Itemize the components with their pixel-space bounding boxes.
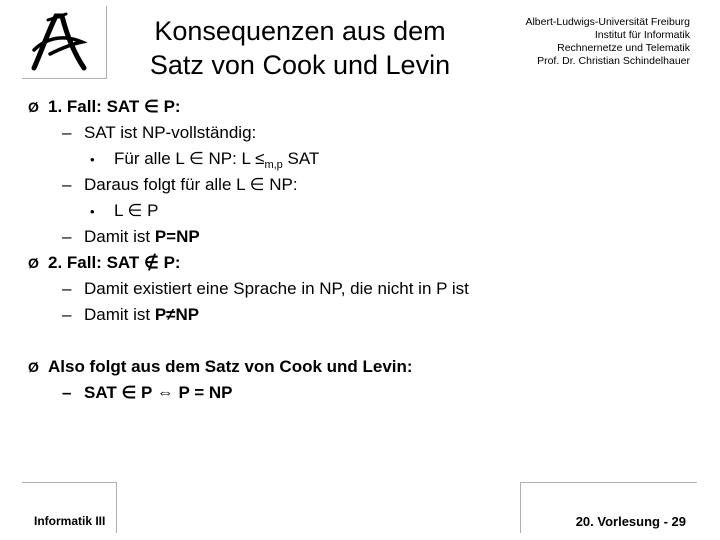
dash-bullet-icon: – [62, 175, 72, 194]
dot-bullet-icon: • [90, 204, 95, 219]
dash-bullet-icon: – [62, 227, 72, 246]
arrow-bullet-icon: Ø [28, 359, 39, 375]
footer-page-number: 20. Vorlesung - 29 [575, 514, 686, 529]
case-2-sub-2: – Damit ist P≠NP [62, 305, 200, 324]
logo-icon [28, 10, 100, 72]
page-title [120, 14, 480, 82]
case-1-heading: Ø 1. Fall: SAT ∈ P: [28, 97, 181, 116]
institution-block [470, 16, 690, 68]
title-line-1: Konsequenzen aus dem [154, 16, 446, 46]
title-line-2: Satz von Cook und Levin [149, 50, 451, 80]
case-1-sub-2-bullet: • L ∈ P [90, 201, 159, 220]
case-2-sub-1: – Damit existiert eine Sprache in NP, die nicht in P ist [62, 279, 469, 298]
dot-bullet-icon: • [90, 152, 95, 167]
case-1-sub-3: – Damit ist P=NP [62, 227, 200, 246]
case-1-sub-2: – Daraus folgt für alle L ∈ NP: [62, 175, 298, 194]
conclusion-sub: – SAT ∈ P ⇔ P = NP [62, 383, 233, 402]
case-2-heading: Ø 2. Fall: SAT ∉ P: [28, 253, 181, 272]
institution-line: Prof. Dr. Christian Schindelhauer [537, 55, 690, 67]
dash-bullet-icon: – [62, 305, 72, 324]
institution-line: Rechnernetze und Telematik [557, 42, 690, 54]
dash-bullet-icon: – [62, 279, 72, 298]
institution-line: Institut für Informatik [594, 29, 690, 41]
university-logo [22, 6, 107, 79]
institution-line: Albert-Ludwigs-Universität Freiburg [525, 16, 690, 28]
dash-bullet-icon: – [62, 123, 72, 142]
case-1-sub-1: – SAT ist NP-vollständig: [62, 123, 257, 142]
case-1-sub-1-bullet: • Für alle L ∈ NP: $L \le_{m,p}$ SAT [90, 149, 320, 171]
footer-course: Informatik III [34, 514, 106, 528]
arrow-bullet-icon: Ø [28, 99, 39, 115]
arrow-bullet-icon: Ø [28, 255, 39, 271]
dash-bullet-icon: – [62, 383, 72, 402]
conclusion-heading: Ø Also folgt aus dem Satz von Cook und Levin: [28, 357, 413, 376]
